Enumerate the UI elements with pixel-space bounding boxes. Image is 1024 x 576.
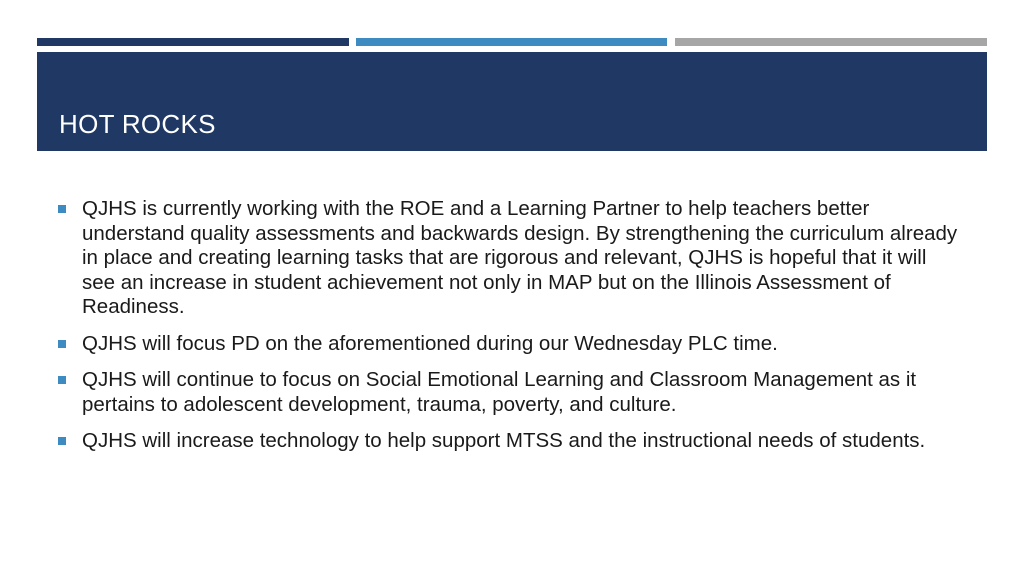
bullet-text: QJHS will focus PD on the aforementioned during our Wednesday PLC time. [82, 331, 778, 355]
bullet-item-4 [58, 429, 958, 454]
square-bullet-icon [58, 340, 66, 348]
accent-bar-navy [37, 38, 349, 46]
title-band [37, 52, 987, 151]
accent-bar-gray [675, 38, 987, 46]
bullet-item-1 [58, 197, 958, 320]
slide-title: HOT ROCKS [59, 109, 216, 139]
square-bullet-icon [58, 376, 66, 384]
bullet-item-3 [58, 368, 958, 417]
bullet-list [58, 197, 958, 466]
bullet-text: QJHS will increase technology to help support MTSS and the instructional needs of students. [82, 429, 926, 452]
accent-bar-blue [356, 38, 667, 46]
square-bullet-icon [58, 437, 66, 445]
bullet-text: QJHS is currently working with the ROE and a Learning Partner to help teachers better understand quality assessments and backwards design. By strengthening the curriculum already in place and creating learning tasks that are rigorous and relevant, QJHS is hopeful that it will see an increase in student achievement not only in MAP but on the Illinois Assessment of Readiness. [82, 197, 958, 318]
bullet-item-2 [58, 332, 958, 357]
square-bullet-icon [58, 205, 66, 213]
bullet-text: QJHS will continue to focus on Social Emotional Learning and Classroom Management as it pertains to adolescent development, trauma, poverty, and culture. [82, 368, 917, 416]
